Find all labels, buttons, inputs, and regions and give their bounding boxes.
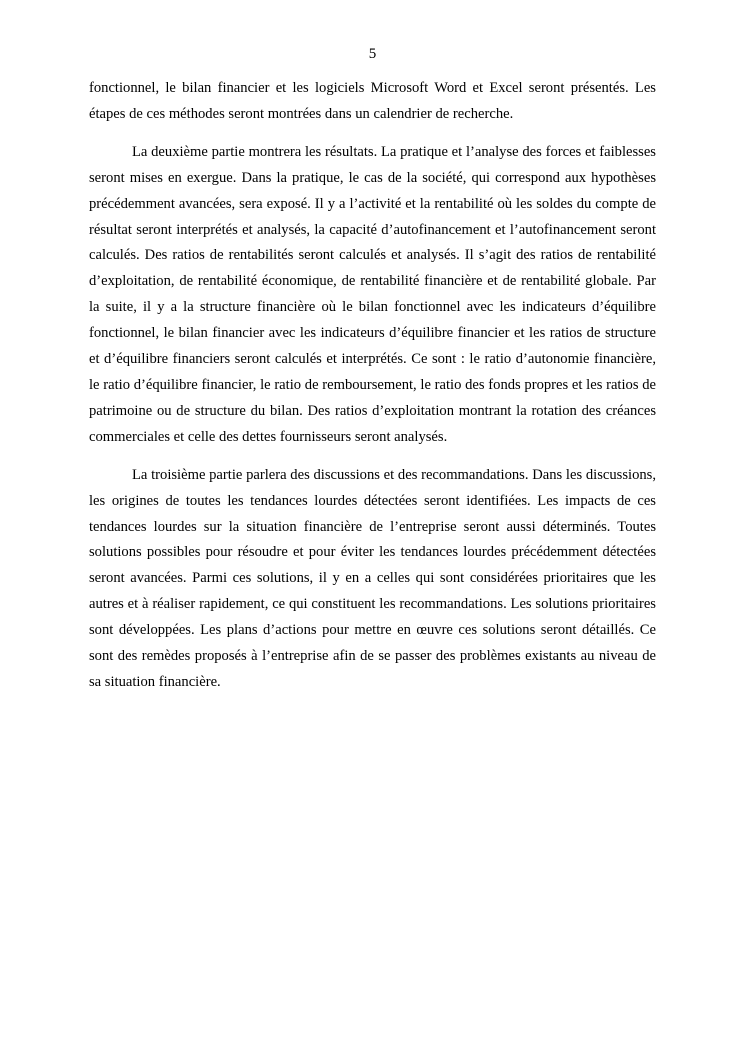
paragraph-continuation: fonctionnel, le bilan financier et les logiciels Microsoft Word et Excel seront présentés. Les étapes de ces méthodes seront montrées dans un calendrier de recherche. xyxy=(89,80,656,122)
paragraph-second-part: La deuxième partie montrera les résultats. La pratique et l’analyse des forces et faiblesses seront mises en exergue. Dans la pratique, le cas de la société, qui correspond aux hypothèses précédemment avancées, sera exposé. Il y a l’activité et la rentabilité où les soldes du compte de résultat seront interprétés et analysés, la capacité d’autofinancement et l’autofinancement seront calculés. Des ratios de rentabilités seront calculés et analysés. Il s’agit des ratios de rentabilité d’exploitation, de rentabilité économique, de rentabilité financière et de rentabilité globale. Par la suite, il y a la structure financière où le bilan fonctionnel avec les indicateurs d’équilibre fonctionnel, le bilan financier avec les indicateurs d’équilibre financier et les ratios de structure et d’équilibre financiers seront calculés et interprétés. Ce sont : le ratio d’autonomie financière, le ratio d’équilibre financier, le ratio de remboursement, le ratio des fonds propres et les ratios de patrimoine ou de structure du bilan. Des ratios d’exploitation montrant la rotation des créances commerciales et celle des dettes fournisseurs seront analysés. xyxy=(89,143,656,445)
paragraph-third-part: La troisième partie parlera des discussions et des recommandations. Dans les discussions, les origines de toutes les tendances lourdes détectées seront identifiées. Les impacts de ces tendances lourdes sur la situation financière de l’entreprise seront aussi déterminés. Toutes solutions possibles pour résoudre et pour éviter les tendances lourdes précédemment détectées seront avancées. Parmi ces solutions, il y en a celles qui sont considérées prioritaires que les autres et à réaliser rapidement, ce qui constituent les recommandations. Les solutions prioritaires sont développées. Les plans d’actions pour mettre en œuvre ces solutions seront détaillés. Ce sont des remèdes proposés à l’entreprise afin de se passer des problèmes existants au niveau de sa situation financière. xyxy=(89,466,656,690)
page-number: 5 xyxy=(368,46,377,62)
body-text xyxy=(89,76,656,708)
